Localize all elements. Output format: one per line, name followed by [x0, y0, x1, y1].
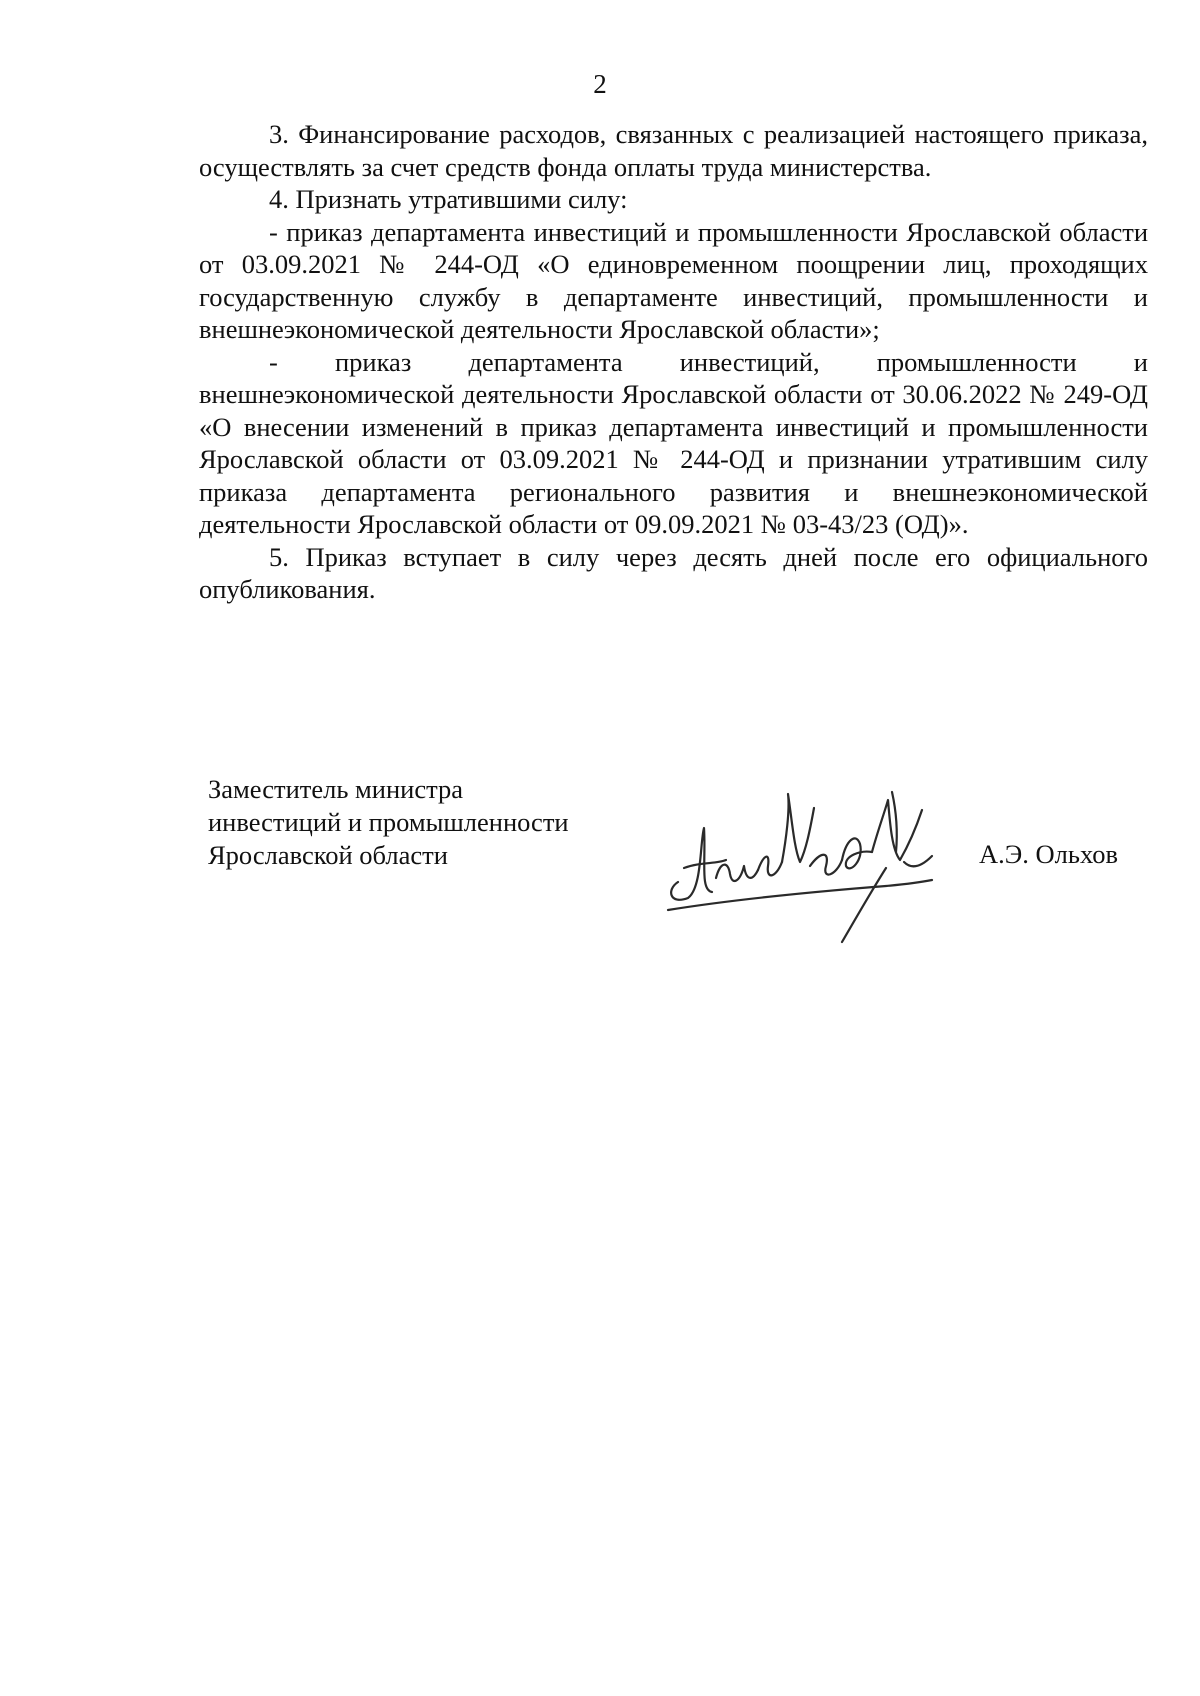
signatory-position [208, 773, 569, 872]
paragraph-entry-into-force: 5. Приказ вступает в силу через десять дней после его официального опубликования. [199, 541, 1148, 604]
position-line: инвестиций и промышленности [208, 807, 569, 837]
signer-name: А.Э. Ольхов [979, 839, 1118, 869]
paragraph-repeal-heading: 4. Признать утратившими силу: [269, 184, 628, 214]
handwritten-signature [660, 770, 960, 950]
page-number: 2 [593, 69, 607, 99]
paragraph-repealed-order-2: - приказ департамента инвестиций, промышленности и внешнеэкономической деятельности Ярославской области от 30.06.2022 № 249-ОД «О внесении изменений в приказ департамента инвестиций и промышленности Ярославской области от 03.09.2021 № 244-ОД и признании утратившим силу приказа департамента регионального развития и внешнеэкономической деятельности Ярославской области от 09.09.2021 № 03-43/23 (ОД)». [199, 346, 1148, 539]
paragraph-repealed-order-1: - приказ департамента инвестиций и промышленности Ярославской области от 03.09.2021 № 244-ОД «О единовременном поощрении лиц, проходящих государственную службу в департаменте инвестиций, промышленности и внешнеэкономической деятельности Ярославской области»; [199, 216, 1148, 344]
document-body [199, 118, 1148, 606]
position-line: Ярославской области [208, 840, 448, 870]
paragraph-financing: 3. Финансирование расходов, связанных с реализацией настоящего приказа, осуществлять за счет средств фонда оплаты труда министерства. [199, 119, 1148, 182]
position-line: Заместитель министра [208, 774, 464, 804]
